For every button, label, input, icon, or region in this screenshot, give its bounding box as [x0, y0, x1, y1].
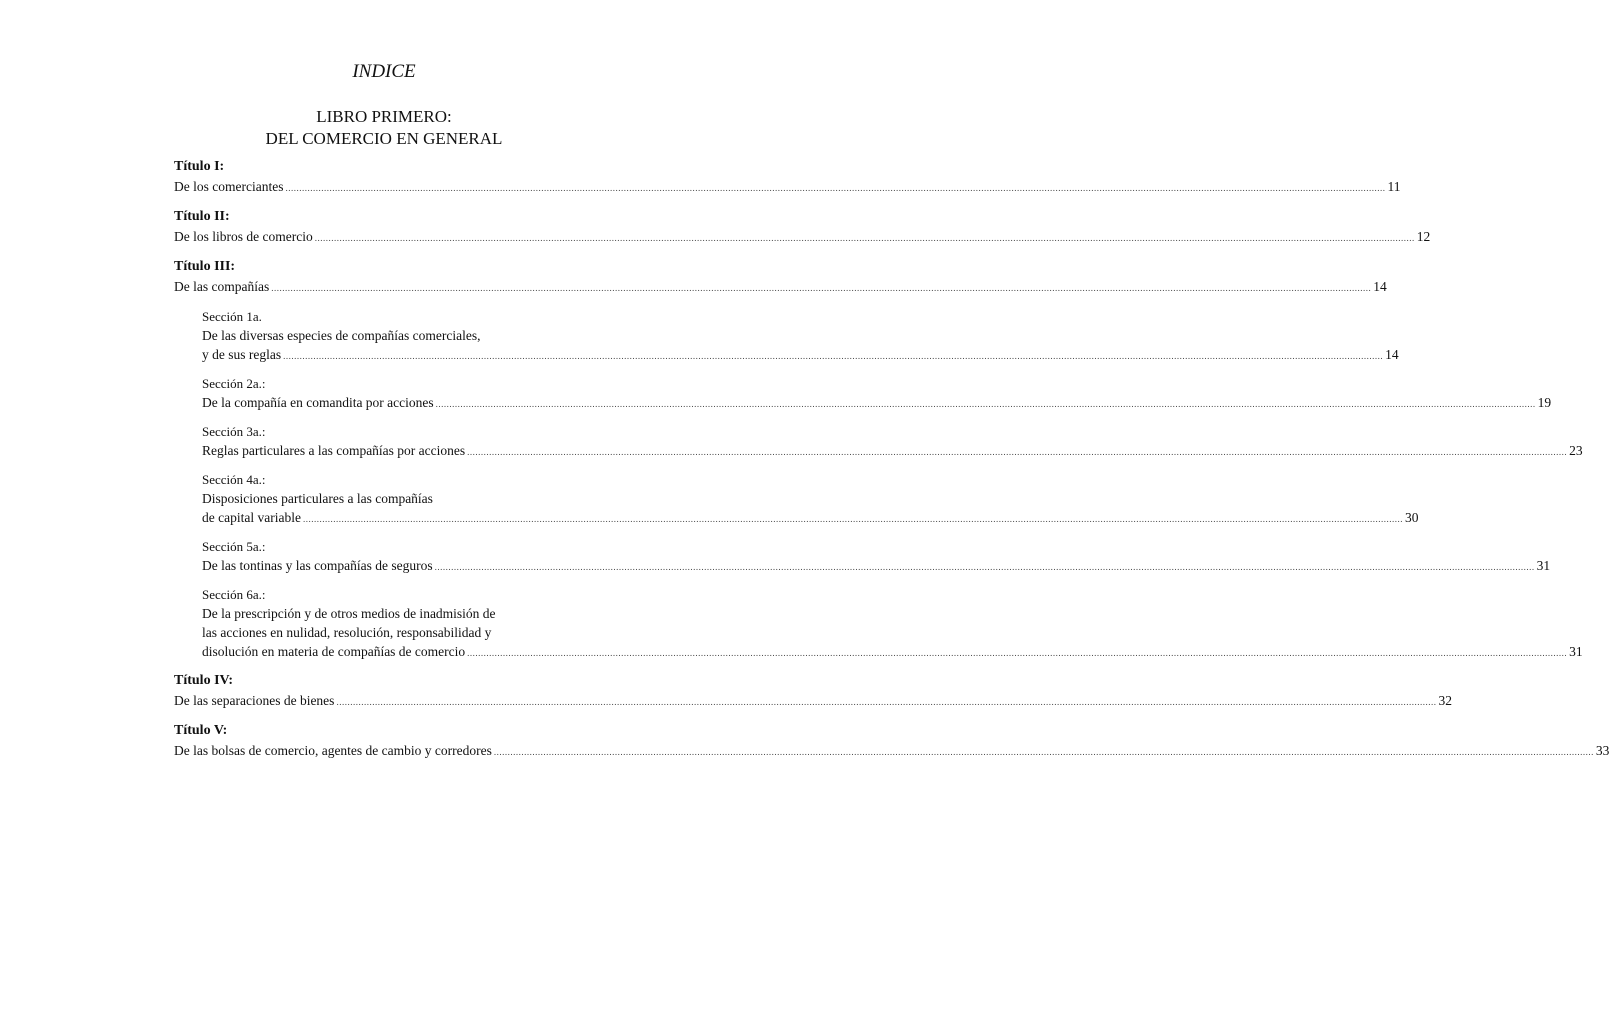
seccion-entry [202, 537, 1551, 577]
seccion-label: Sección 2a.: [202, 376, 266, 391]
entry-text: disolución en materia de compañías de comercio [202, 644, 466, 659]
titulo-entry [174, 207, 1431, 248]
toc-entry-link[interactable] [202, 508, 1419, 529]
page-number: 31 [1569, 644, 1583, 659]
page-number: 12 [1416, 229, 1431, 244]
seccion-label: Sección 4a.: [202, 472, 266, 487]
seccion-entry [202, 374, 1552, 414]
dot-leader: ................................................................................................................................................................................................................................................................................................................................................................................................................ [467, 648, 1568, 658]
entry-text: y de sus reglas [202, 347, 282, 362]
seccion-entry [202, 307, 1399, 366]
page-number: 32 [1438, 693, 1452, 708]
page-number: 23 [1569, 443, 1583, 458]
toc-entry-link[interactable] [174, 227, 1431, 248]
secciones-group [174, 307, 1583, 663]
titulo-label: Título IV: [174, 673, 234, 688]
toc-entry-link[interactable] [174, 741, 1609, 762]
titulo-label: Título II: [174, 209, 230, 224]
dot-leader: ................................................................................................................................................................................................................................................................................................................................................................................................................ [283, 351, 1384, 361]
dot-leader: ................................................................................................................................................................................................................................................................................................................................................................................................................ [434, 562, 1535, 572]
seccion-label: Sección 3a.: [202, 424, 266, 439]
toc-entry-link[interactable] [174, 691, 1452, 712]
entry-text: De las tontinas y las compañías de seguros [202, 558, 433, 573]
toc-entry-link[interactable] [174, 177, 1401, 198]
dot-leader: ................................................................................................................................................................................................................................................................................................................................................................................................................ [271, 283, 1372, 293]
entry-text: De las separaciones de bienes [174, 693, 335, 708]
index-title: INDICE [352, 61, 416, 82]
page-number: 19 [1537, 395, 1552, 410]
titulo-label: Título III: [174, 259, 236, 274]
entry-text: De la compañía en comandita por acciones [202, 395, 434, 410]
toc-entry-link[interactable] [202, 642, 1583, 663]
seccion-entry [202, 470, 1419, 529]
book-subtitle: DEL COMERCIO EN GENERAL [265, 129, 503, 148]
titulo-entry [174, 157, 1401, 198]
seccion-label: Sección 5a.: [202, 539, 266, 554]
entry-text: De los comerciantes [174, 179, 284, 194]
entry-text-line: De las diversas especies de compañías comerciales, [202, 328, 481, 343]
titulo-entry [174, 721, 1609, 762]
page-number: 30 [1404, 510, 1419, 525]
toc-entry-link[interactable] [174, 277, 1387, 298]
book-title: LIBRO PRIMERO: [316, 107, 452, 126]
titulo-label: Título I: [174, 159, 225, 174]
page-number: 11 [1387, 179, 1401, 194]
titulo-label: Título V: [174, 723, 228, 738]
toc-entry-link[interactable] [202, 393, 1552, 414]
dot-leader: ................................................................................................................................................................................................................................................................................................................................................................................................................ [302, 514, 1403, 524]
titulo-entry [174, 257, 1387, 298]
toc-entry-link[interactable] [202, 345, 1399, 366]
toc-entry-link[interactable] [202, 556, 1551, 577]
entry-text: de capital variable [202, 510, 301, 525]
table-of-contents [174, 157, 1609, 771]
seccion-label: Sección 1a. [202, 309, 262, 324]
entry-text: Reglas particulares a las compañías por acciones [202, 443, 466, 458]
seccion-entry [202, 422, 1583, 462]
titulo-entry [174, 671, 1452, 712]
dot-leader: ................................................................................................................................................................................................................................................................................................................................................................................................................ [467, 447, 1568, 457]
page-number: 14 [1373, 279, 1387, 294]
entry-text-line: las acciones en nulidad, resolución, responsabilidad y [202, 625, 492, 640]
dot-leader: ................................................................................................................................................................................................................................................................................................................................................................................................................ [435, 399, 1536, 409]
entry-text-line: De la prescripción y de otros medios de inadmisión de [202, 606, 496, 621]
seccion-label: Sección 6a.: [202, 587, 266, 602]
toc-entry-link[interactable] [202, 441, 1583, 462]
page-number: 31 [1536, 558, 1551, 573]
dot-leader: ................................................................................................................................................................................................................................................................................................................................................................................................................ [285, 183, 1386, 193]
page-number: 14 [1385, 347, 1399, 362]
dot-leader: ................................................................................................................................................................................................................................................................................................................................................................................................................ [314, 233, 1415, 243]
page-number: 33 [1595, 743, 1609, 758]
entry-text: De las compañías [174, 279, 270, 294]
entry-text-line: Disposiciones particulares a las compañías [202, 491, 433, 506]
seccion-entry [202, 585, 1583, 663]
dot-leader: ................................................................................................................................................................................................................................................................................................................................................................................................................ [493, 747, 1594, 757]
entry-text: De las bolsas de comercio, agentes de cambio y corredores [174, 743, 492, 758]
entry-text: De los libros de comercio [174, 229, 313, 244]
dot-leader: ................................................................................................................................................................................................................................................................................................................................................................................................................ [336, 697, 1437, 707]
